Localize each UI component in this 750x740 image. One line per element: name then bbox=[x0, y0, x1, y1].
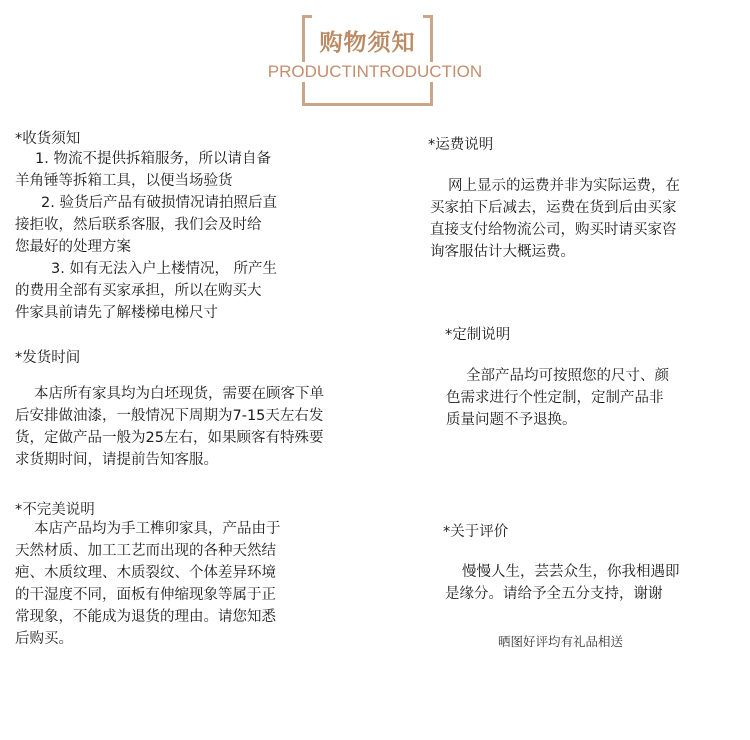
custom-heading: *定制说明 bbox=[445, 327, 511, 343]
header-frame-bottom bbox=[302, 103, 433, 106]
freight-line-3: 直接支付给物流公司，购买时请买家咨 bbox=[430, 222, 677, 238]
freight-line-4: 询客服估计大概运费。 bbox=[430, 244, 575, 260]
imperfection-text bbox=[15, 518, 281, 650]
page-title: 购物须知 bbox=[319, 30, 416, 56]
receiving-line-2: 羊角锤等拆箱工具，以便当场验货 bbox=[15, 173, 233, 189]
receiving-line-6: 3. 如有无法入户上楼情况， 所产生 bbox=[51, 261, 278, 277]
receiving-line-3: 2. 验货后产品有破损情况请拍照后直 bbox=[41, 195, 277, 211]
freight-text bbox=[430, 175, 680, 263]
imperfection-line-5: 常现象，不能成为退货的理由。请您知悉 bbox=[15, 609, 276, 625]
receiving-heading: *收货须知 bbox=[15, 131, 81, 147]
header-frame-top-left bbox=[302, 15, 312, 18]
review-text bbox=[445, 561, 680, 605]
custom-line-1: 全部产品均可按照您的尺寸、颜 bbox=[466, 368, 669, 384]
shipping-time-line-4: 求货期时间，请提前告知客服。 bbox=[15, 452, 218, 468]
freight-heading: *运费说明 bbox=[428, 137, 494, 153]
review-line-2: 是缘分。请给予全五分支持，谢谢 bbox=[445, 586, 663, 602]
imperfection-line-6: 后购买。 bbox=[15, 631, 73, 647]
receiving-line-7: 的费用全部有买家承担，所以在购买大 bbox=[15, 283, 262, 299]
shipping-time-text bbox=[15, 383, 324, 471]
shipping-time-heading: *发货时间 bbox=[15, 350, 81, 366]
custom-line-2: 色需求进行个性定制，定制产品非 bbox=[446, 390, 664, 406]
imperfection-line-4: 的干湿度不同，面板有伸缩现象等属于正 bbox=[15, 587, 276, 603]
freight-line-1: 网上显示的运费并非为实际运费，在 bbox=[448, 178, 680, 194]
imperfection-line-2: 天然材质、加工工艺而出现的各种天然结 bbox=[15, 543, 276, 559]
page-subtitle: PRODUCTINTRODUCTION bbox=[230, 62, 520, 82]
imperfection-heading: *不完美说明 bbox=[15, 502, 95, 518]
shipping-time-line-1: 本店所有家具均为白坯现货，需要在顾客下单 bbox=[34, 386, 324, 402]
freight-line-2: 买家拍下后减去，运费在货到后由买家 bbox=[430, 200, 677, 216]
header-frame-top-right bbox=[423, 15, 433, 18]
custom-line-3: 质量问题不予退换。 bbox=[446, 412, 577, 428]
imperfection-line-3: 疤、木质纹理、木质裂纹、个体差异环境 bbox=[15, 565, 276, 581]
custom-text bbox=[446, 365, 669, 431]
receiving-line-8: 件家具前请先了解楼梯电梯尺寸 bbox=[15, 305, 218, 321]
header-frame-right bbox=[430, 15, 433, 105]
receiving-text bbox=[15, 148, 277, 324]
review-line-1: 慢慢人生，芸芸众生，你我相遇即 bbox=[462, 564, 680, 580]
receiving-line-4: 接拒收，然后联系客服，我们会及时给 bbox=[15, 217, 262, 233]
review-heading: *关于评价 bbox=[443, 524, 509, 540]
shipping-time-line-3: 货，定做产品一般为25左右，如果顾客有特殊要 bbox=[15, 430, 324, 446]
review-note: 晒图好评均有礼品相送 bbox=[498, 634, 624, 649]
shipping-time-line-2: 后安排做油漆，一般情况下周期为7-15天左右发 bbox=[15, 408, 324, 424]
receiving-line-5: 您最好的处理方案 bbox=[15, 239, 131, 255]
imperfection-line-1: 本店产品均为手工榫卯家具，产品由于 bbox=[34, 521, 281, 537]
receiving-line-1: 1. 物流不提供拆箱服务，所以请自备 bbox=[35, 151, 271, 167]
